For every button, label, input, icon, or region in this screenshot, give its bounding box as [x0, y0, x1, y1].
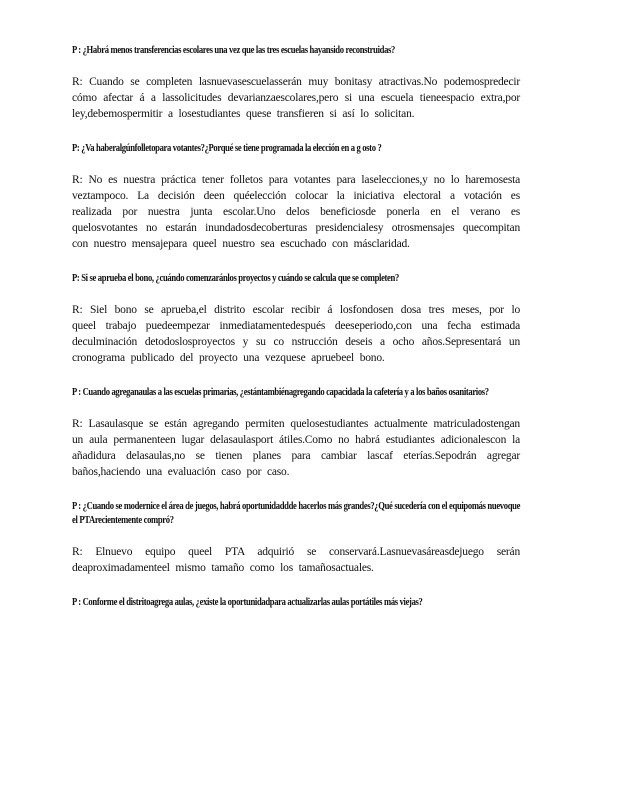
- answer-text: R: Elnuevo equipo queel PTA adquirió se conservará.Lasnuevasáreasdejuego serán deaproximadamenteel mismo tamaño como los tamañosactuales.: [72, 546, 520, 574]
- question-text: P: ¿Va haberalgúnfolletopara votantes?¿Porqué se tiene programada la elección en a g osto ?: [72, 143, 382, 154]
- answer-text: R: Siel bono se aprueba,el distrito escolar recibir á losfondosen dosa tres meses, por lo queel trabajo puedeempezar inmediatamentedespués deeseperiodo,con una fecha estimada deculminación detodoslosproyectos y su co nstrucción deseis a ocho años.Sepresentará un cronograma publicado del proyecto una vezquese apruebeel bono.: [72, 304, 520, 364]
- question-text: P: Si se aprueba el bono, ¿cuándo comenzaránlos proyectos y cuándo se calcula que se completen?: [72, 273, 399, 284]
- answer-text: R: No es nuestra práctica tener folletos para votantes para laselecciones,y no lo haremosesta veztampoco. La decisión deen quéelección colocar la iniciativa electoral a votación es realizada por nuestra junta escolar.Uno delos beneficiosde ponerla en el verano es quelosvotantes no estarán inundadosdecoberturas presidencialesy otrosmensajes quecompitan con nuestro mensajepara queel nuestro sea escuchado con másclaridad.: [72, 174, 520, 250]
- question-text: P : ¿Habrá menos transferencias escolares una vez que las tres escuelas hayansido reconstruidas?: [72, 45, 395, 56]
- qa-item: [72, 44, 520, 122]
- qa-item: [72, 596, 520, 610]
- question-text: P : ¿Cuando se modernice el área de juegos, habrá oportunidaddde hacerlos más grandes?¿Qué sucedería con el equipomás nuevoque el PTArecientemente compró?: [72, 501, 521, 526]
- document-page: [72, 44, 520, 630]
- qa-item: [72, 142, 520, 252]
- qa-item: [72, 386, 520, 480]
- answer-text: R: Cuando se completen lasnuevasescuelasserán muy bonitasy atractivas.No podemospredecir cómo afectar á a lassolicitudes devarianzaescolares,pero si una escuela tieneespacio extra,por ley,debemospermitir a losestudiantes quese transfieren si así lo solicitan.: [72, 76, 520, 120]
- question-text: P : Conforme el distritoagrega aulas, ¿existe la oportunidadpara actualizarlas aulas portátiles más viejas?: [72, 597, 423, 608]
- question-text: P : Cuando agreganaulas a las escuelas primarias, ¿estántambiénagregando capacidada la cafetería y a los baños osanitarios?: [72, 387, 489, 398]
- qa-item: [72, 272, 520, 366]
- qa-item: [72, 500, 520, 576]
- answer-text: R: Lasaulasque se están agregando permiten quelosestudiantes actualmente matriculadostengan un aula permanenteen lugar delasaulasport átiles.Como no habrá estudiantes adicionalescon la añadidura delasaulas,no se tienen planes para cambiar lascaf eterías.Sepodrán agregar baños,haciendo una evaluación caso por caso.: [72, 418, 520, 478]
